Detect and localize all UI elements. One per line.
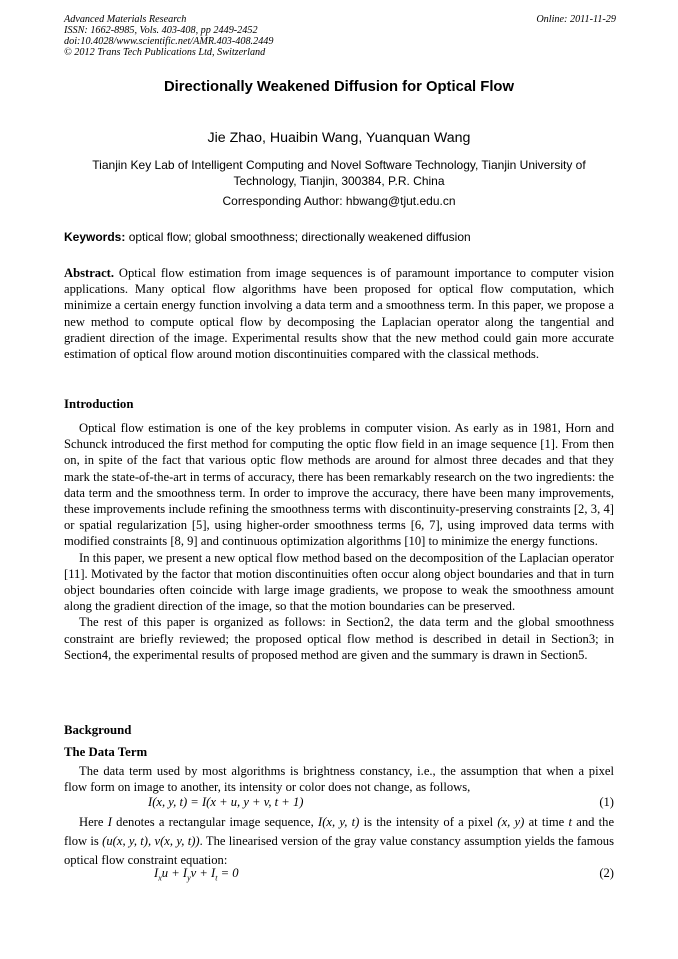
- introduction-body: [64, 420, 614, 663]
- doi-line: doi:10.4028/www.scientific.net/AMR.403-408.2449: [64, 36, 274, 47]
- equation-1: I(x, y, t) = I(x + u, y + v, t + 1): [148, 795, 304, 809]
- equation-1-number: (1): [599, 795, 614, 809]
- data-term-paragraph-1: The data term used by most algorithms is brightness constancy, i.e., the assumption that when a pixel flow form on image to another, its intensity or color does not change, as follows,: [64, 764, 614, 795]
- intro-paragraph-1: Optical flow estimation is one of the key problems in computer vision. As early as in 1981, Horn and Schunck introduced the first method for computing the optic flow field in an image sequence [1]. From then on, in spite of the fact that various optic flow methods are around for almost three decades and that they mark the state-of-the-art in terms of accuracy, there has been remarkably research on the two ingredients: the data term and the smoothness term. In order to improve the accuracy, there have been many improvements, these improvements include refining the smoothness terms with discontinuity-preserving constraints [2, 3, 4] or spatial regularization [5], using higher-order smoothness terms [6, 7], using improved data terms with modified constraints [8, 9] and continuous optimization algorithms [10] to minimize the energy functions.: [64, 421, 614, 549]
- background-heading: Background: [64, 723, 132, 737]
- abstract: [64, 265, 614, 362]
- intro-paragraph-3: The rest of this paper is organized as follows: in Section2, the data term and the global smoothness constraint are briefly reviewed; the proposed optical flow method is described in detail in Section3; in Section4, the experimental results of proposed method are given and the summary is drawn in Section5.: [64, 615, 614, 662]
- data-term-paragraph-2: Here I denotes a rectangular image sequence, I(x, y, t) is the intensity of a pixel (x, y) at time t and the flow is (u(x, y, t), v(x, y, t)). The linearised version of the gray value constancy assumption yields the famous optical flow constraint equation:: [64, 815, 615, 867]
- online-date: Online: 2011-11-29: [536, 14, 616, 25]
- journal-name: Advanced Materials Research: [64, 14, 187, 25]
- keywords-text: optical flow; global smoothness; directionally weakened diffusion: [128, 230, 471, 244]
- issn-line: ISSN: 1662-8985, Vols. 403-408, pp 2449-2452: [64, 25, 258, 36]
- keywords: [64, 230, 471, 244]
- equation-2-number: (2): [599, 866, 614, 880]
- keywords-label: Keywords:: [64, 230, 126, 244]
- copyright-line: © 2012 Trans Tech Publications Ltd, Switzerland: [64, 47, 266, 58]
- corresponding-author: Corresponding Author: hbwang@tjut.edu.cn: [222, 194, 456, 208]
- introduction-heading: Introduction: [64, 397, 134, 411]
- abstract-text: Optical flow estimation from image sequences is of paramount importance to computer vision applications. Many optical flow algorithms have been proposed for optical flow computation, which minimize a certain energy function involving a data term and a smoothness term. In this paper, we propose a new method to compute optical flow by decomposing the Laplacian operator along the tangential and gradient direction of the image. Experimental results show that the new method could gain more accurate estimation of optical flow around motion discontinuities compared with the classical methods.: [64, 266, 614, 362]
- author-list: Jie Zhao, Huaibin Wang, Yuanquan Wang: [207, 130, 471, 146]
- intro-paragraph-2: In this paper, we present a new optical flow method based on the decomposition of the Laplacian operator [11]. Motivated by the factor that motion discontinuities often occur along object boundaries and that in turn object boundaries often coincide with large image gradients, we propose to weak the smoothness amount along the gradient direction of the image, so that the motion boundaries can be preserved.: [64, 550, 614, 614]
- affiliation: Tianjin Key Lab of Intelligent Computing and Novel Software Technology, Tianjin University of Technology, Tianjin, 300384, P.R. China: [92, 158, 586, 188]
- journal-header: [64, 14, 616, 58]
- equation-2: $I_xu + I_yv + I_t = 0$: [154, 866, 239, 883]
- abstract-label: Abstract.: [64, 266, 115, 280]
- data-term-heading: The Data Term: [64, 745, 148, 759]
- paper-title: Directionally Weakened Diffusion for Optical Flow: [164, 79, 514, 95]
